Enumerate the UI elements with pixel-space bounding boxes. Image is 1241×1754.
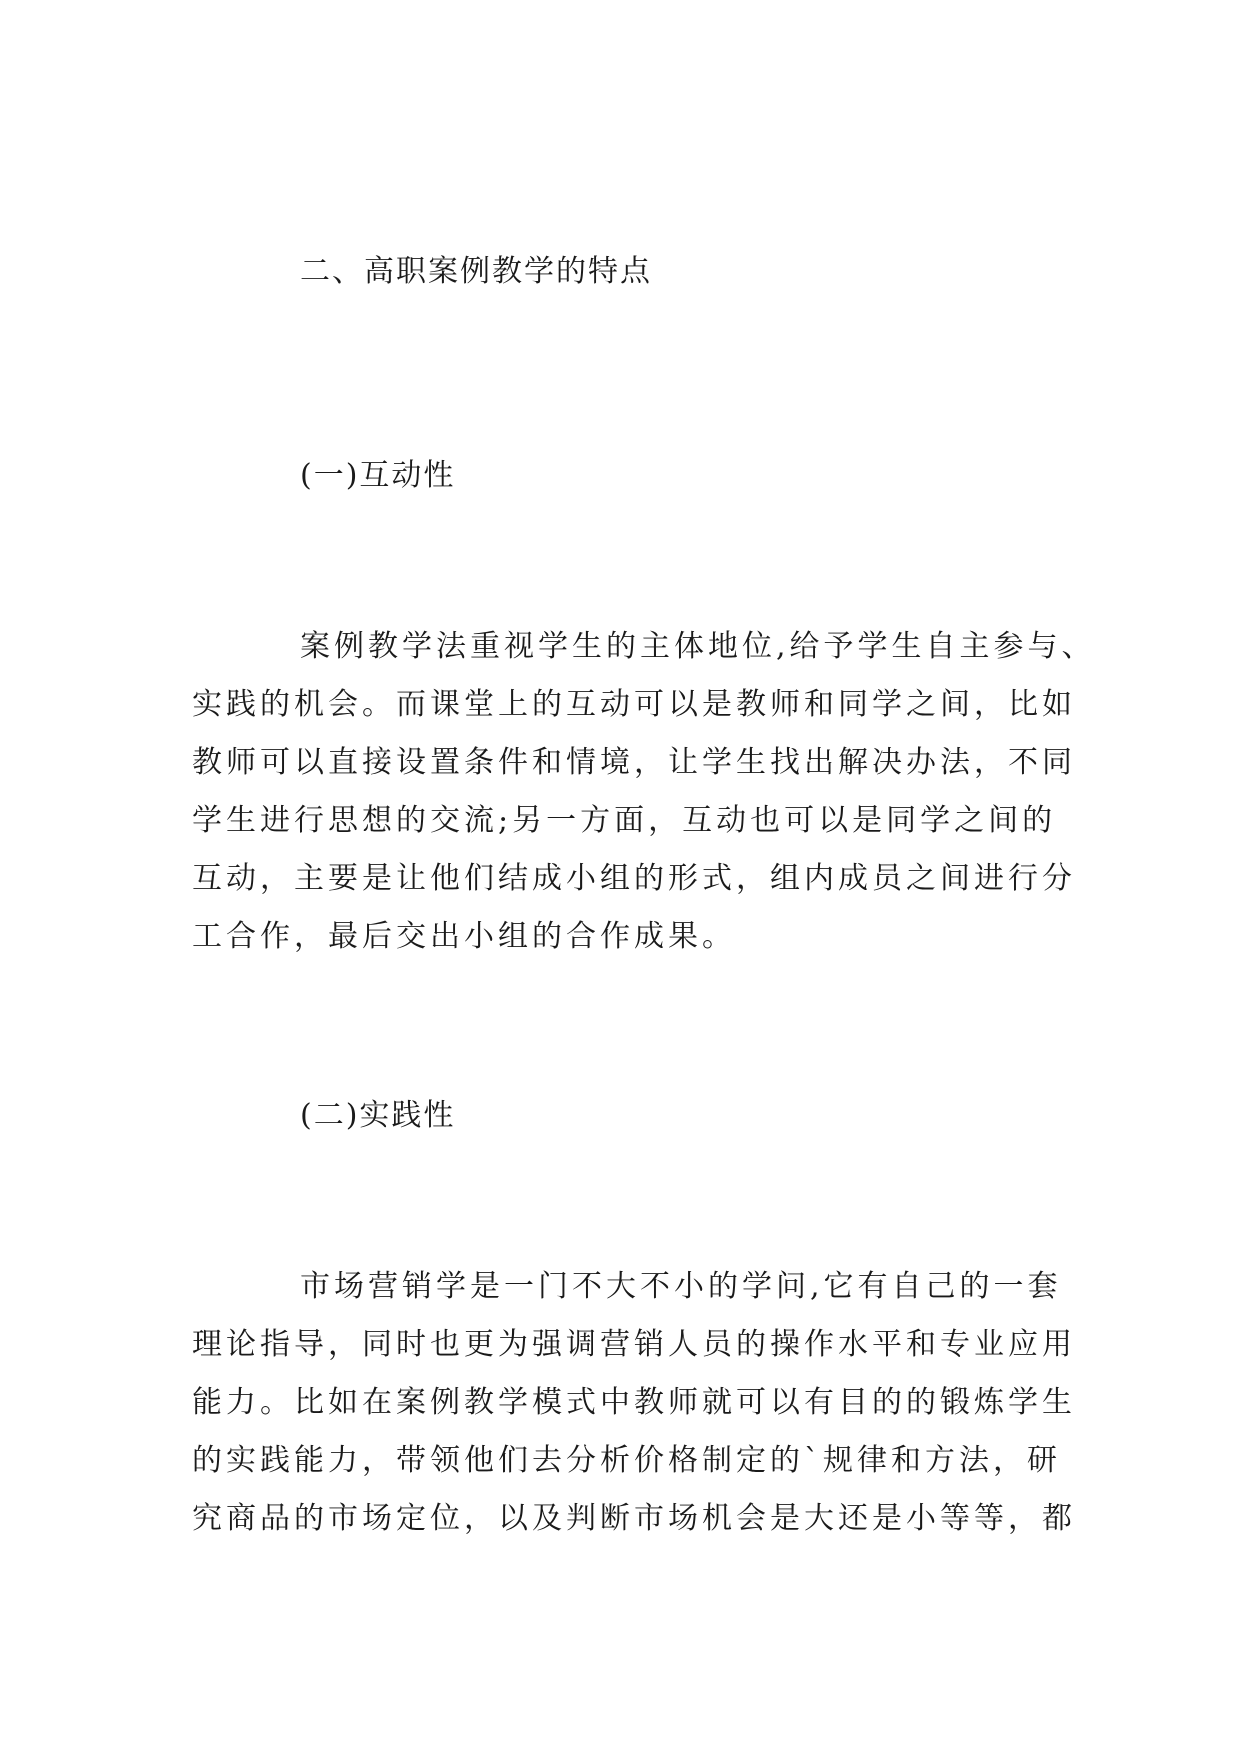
paragraph-line: 市场营销学是一门不大不小的学问,它有自己的一套 <box>300 1269 1062 1304</box>
subsection-title-interactivity: (一)互动性 <box>300 458 456 493</box>
section-title: 二、高职案例教学的特点 <box>300 254 652 289</box>
paragraph-line: 工合作，最后交出小组的合作成果。 <box>192 919 736 954</box>
paragraph-interactivity <box>192 618 1096 966</box>
paragraph-line: 究商品的市场定位，以及判断市场机会是大还是小等等，都 <box>192 1501 1076 1536</box>
paragraph-line: 教师可以直接设置条件和情境，让学生找出解决办法，不同 <box>192 745 1076 780</box>
paragraph-line: 能力。比如在案例教学模式中教师就可以有目的的锻炼学生 <box>192 1385 1076 1420</box>
paragraph-line: 案例教学法重视学生的主体地位,给予学生自主参与、 <box>300 629 1096 664</box>
paragraph-line: 学生进行思想的交流;另一方面，互动也可以是同学之间的 <box>192 803 1057 838</box>
paragraph-line: 理论指导，同时也更为强调营销人员的操作水平和专业应用 <box>192 1327 1076 1362</box>
paragraph-line: 互动，主要是让他们结成小组的形式，组内成员之间进行分 <box>192 861 1076 896</box>
paragraph-line: 的实践能力，带领他们去分析价格制定的`规律和方法，研 <box>192 1443 1061 1478</box>
paragraph-practicality <box>192 1258 1074 1548</box>
paragraph-line: 实践的机会。而课堂上的互动可以是教师和同学之间，比如 <box>192 687 1076 722</box>
subsection-title-practicality: (二)实践性 <box>300 1098 456 1133</box>
